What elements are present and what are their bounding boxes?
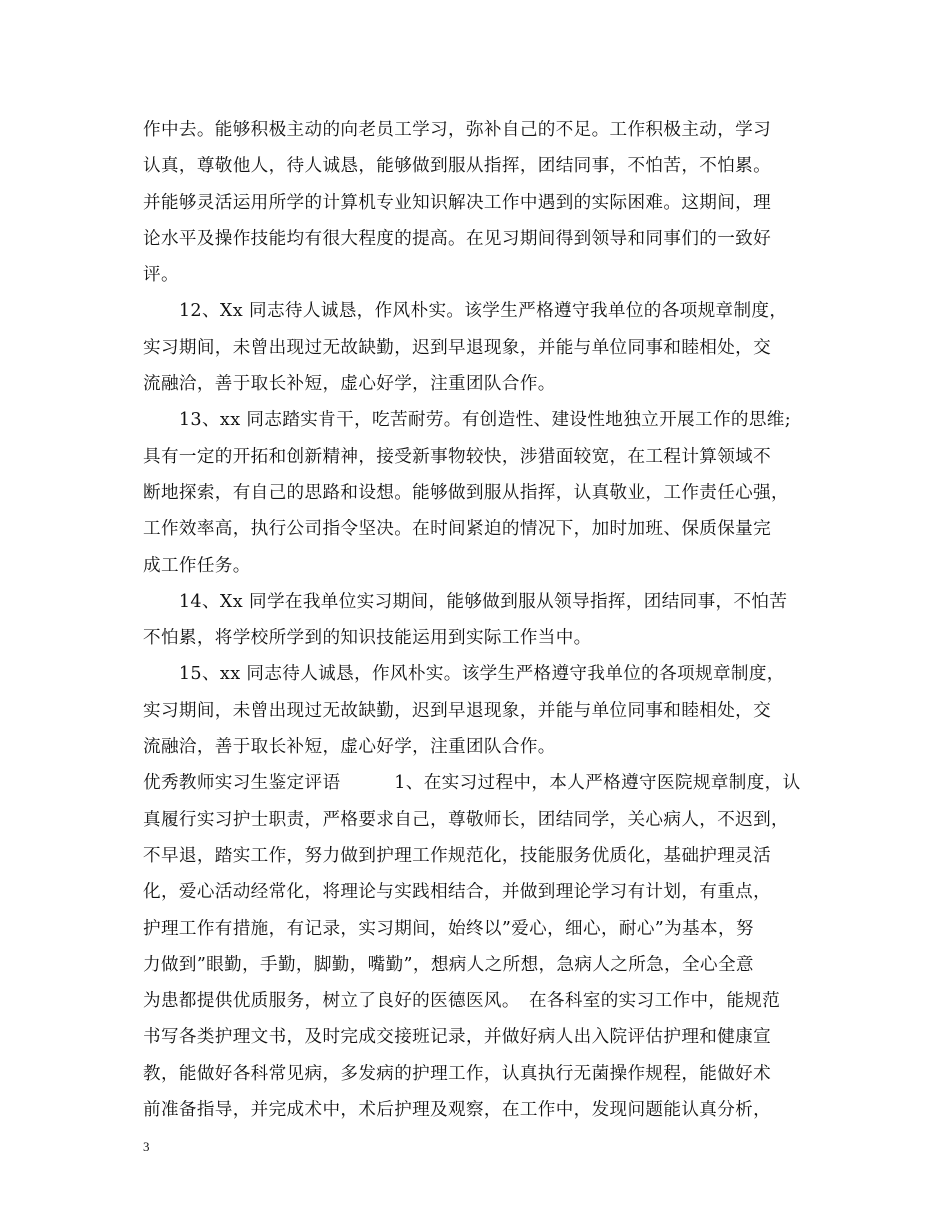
text-line: 成工作任务。 bbox=[143, 555, 251, 576]
text-line: 不早退，踏实工作，努力做到护理工作规范化，技能服务优质化，基础护理灵活 bbox=[143, 845, 772, 866]
text-line: 断地探索，有自己的思路和设想。能够做到服从指挥，认真敬业，工作责任心强， bbox=[143, 482, 789, 503]
text-line: 13、xx 同志踏实肯干，吃苦耐劳。有创造性、建设性地独立开展工作的思维; bbox=[143, 410, 791, 431]
text-line: 具有一定的开拓和创新精神，接受新事物较快，涉猎面较宽，在工程计算领域不 bbox=[143, 446, 772, 467]
text-line: 工作效率高，执行公司指令坚决。在时间紧迫的情况下，加时加班、保质保量完 bbox=[143, 519, 772, 540]
text-line: 实习期间，未曾出现过无故缺勤，迟到早退现象，并能与单位同事和睦相处，交 bbox=[143, 700, 772, 721]
text-line: 并能够灵活运用所学的计算机专业知识解决工作中遇到的实际困难。这期间，理 bbox=[143, 192, 772, 213]
text-line: 论水平及操作技能均有很大程度的提高。在见习期间得到领导和同事们的一致好 bbox=[143, 228, 772, 249]
text-line: 为患都提供优质服务，树立了良好的医德医风。 在各科室的实习工作中，能规范 bbox=[143, 991, 781, 1012]
text-line: 书写各类护理文书，及时完成交接班记录，并做好病人出入院评估护理和健康宣 bbox=[143, 1027, 772, 1048]
text-line: 15、xx 同志待人诚恳，作风朴实。该学生严格遵守我单位的各项规章制度， bbox=[143, 664, 785, 685]
text-line: 真履行实习护士职责，严格要求自己，尊敬师长，团结同学，关心病人，不迟到， bbox=[143, 809, 789, 830]
text-line: 14、Xx 同学在我单位实习期间，能够做到服从领导指挥，团结同事，不怕苦 bbox=[143, 591, 788, 612]
text-line: 流融洽，善于取长补短，虚心好学，注重团队合作。 bbox=[143, 374, 556, 395]
text-line: 评。 bbox=[143, 265, 179, 286]
text-line: 优秀教师实习生鉴定评语 1、在实习过程中，本人严格遵守医院规章制度，认 bbox=[143, 773, 801, 794]
text-line: 护理工作有措施，有记录，实习期间，始终以”爱心，细心，耐心”为基本，努 bbox=[143, 918, 754, 939]
body-text bbox=[143, 116, 815, 1132]
text-line: 流融洽，善于取长补短，虚心好学，注重团队合作。 bbox=[143, 737, 556, 758]
text-line: 化，爱心活动经常化，将理论与实践相结合，并做到理论学习有计划，有重点， bbox=[143, 882, 772, 903]
text-line: 教，能做好各科常见病，多发病的护理工作，认真执行无菌操作规程，能做好术 bbox=[143, 1063, 772, 1084]
page-number: 3 bbox=[143, 1139, 150, 1154]
text-line: 力做到”眼勤，手勤，脚勤，嘴勤”，想病人之所想，急病人之所急，全心全意 bbox=[143, 954, 754, 975]
text-line: 前准备指导，并完成术中，术后护理及观察，在工作中，发现问题能认真分析， bbox=[143, 1100, 772, 1121]
text-line: 12、Xx 同志待人诚恳，作风朴实。该学生严格遵守我单位的各项规章制度， bbox=[143, 301, 788, 322]
text-line: 作中去。能够积极主动的向老员工学习，弥补自己的不足。工作积极主动，学习 bbox=[143, 120, 772, 140]
text-line: 实习期间，未曾出现过无故缺勤，迟到早退现象，并能与单位同事和睦相处，交 bbox=[143, 337, 772, 358]
text-line: 不怕累，将学校所学到的知识技能运用到实际工作当中。 bbox=[143, 628, 592, 649]
text-line: 认真，尊敬他人，待人诚恳，能够做到服从指挥，团结同事，不怕苦，不怕累。 bbox=[143, 156, 772, 177]
